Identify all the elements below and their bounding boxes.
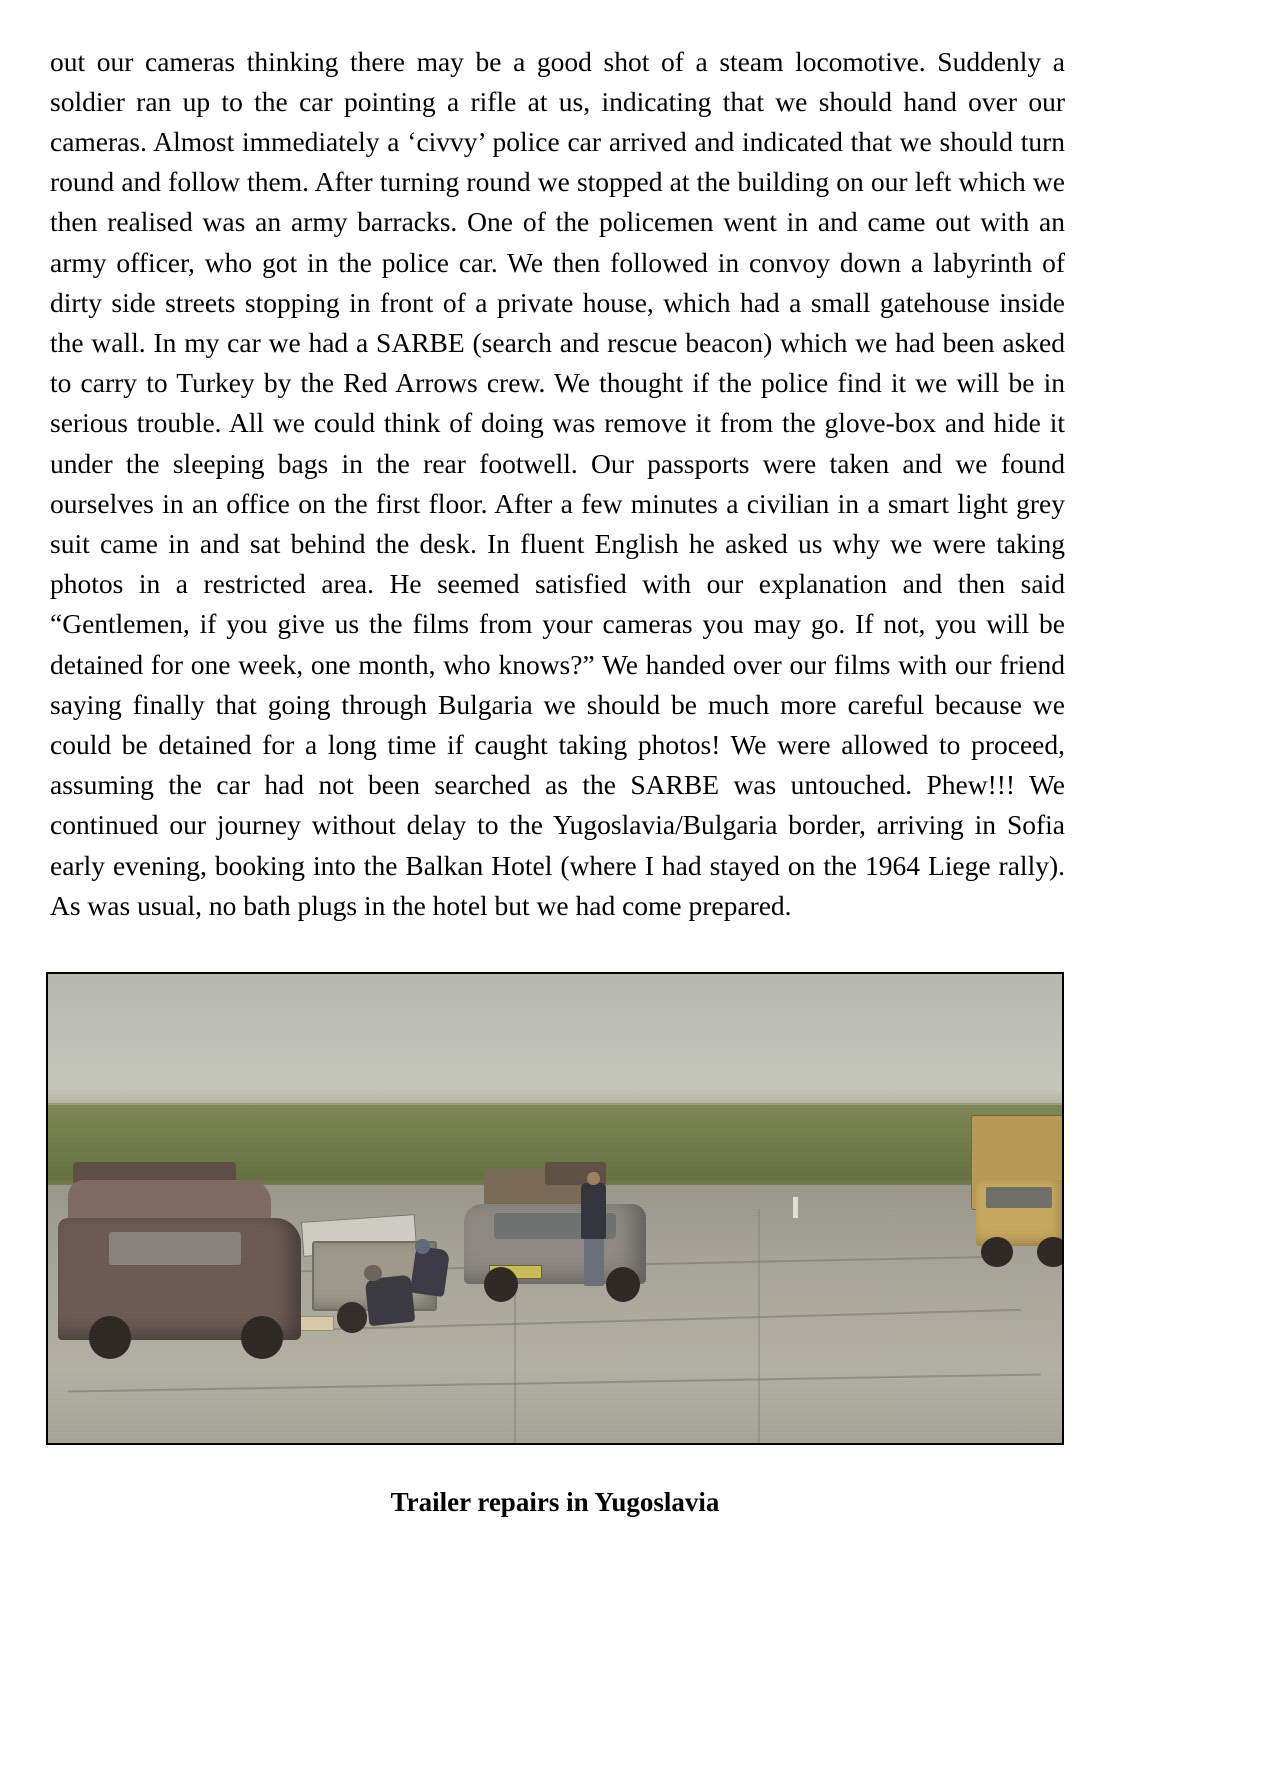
photo-estate-car-window: [109, 1232, 241, 1265]
photo-lorry-wheel: [1037, 1237, 1064, 1267]
photo-trailer-wheel: [337, 1302, 367, 1332]
photo-standing-man-legs: [584, 1234, 603, 1286]
photo-road-seam: [758, 1209, 760, 1444]
photo-estate-car-wheel: [89, 1316, 132, 1358]
photo-crouching-man-head: [364, 1265, 381, 1281]
photo-marker-post: [793, 1197, 798, 1218]
photo-crouching-man: [365, 1274, 415, 1325]
photo-standing-man-head: [587, 1172, 599, 1185]
figure-photograph: [46, 972, 1064, 1445]
photo-frame: [46, 972, 1064, 1445]
figure-caption: Trailer repairs in Yugoslavia: [390, 1487, 720, 1517]
photo-standing-man-body: [581, 1183, 605, 1239]
page-body-paragraph: out our cameras thinking there may be a good shot of a steam locomotive. Suddenly a soldier ran up to the car pointing a rifle at us, indicating that we should hand over our cameras. Almost immediately a ‘civvy’ police car arrived and indicated that we should turn round and follow them. After turning round we stopped at the building on our left which we then realised was an army barracks. One of the policemen went in and came out with an army officer, who got in the police car. We then followed in convoy down a labyrinth of dirty side streets stopping in front of a private house, which had a small gatehouse inside the wall. In my car we had a SARBE (search and rescue beacon) which we had been asked to carry to Turkey by the Red Arrows crew. We thought if the police find it we will be in serious trouble. All we could think of doing was remove it from the glove-box and hide it under the sleeping bags in the rear footwell. Our passports were taken and we found ourselves in an office on the first floor. After a few minutes a civilian in a smart light grey suit came in and sat behind the desk. In fluent English he asked us why we were taking photos in a restricted area. He seemed satisfied with our explanation and then said “Gentlemen, if you give us the films from your cameras you may go. If not, you will be detained for one week, one month, who knows?” We handed over our films with our friend saying finally that going through Bulgaria we should be much more careful because we could be detained for a long time if caught taking photos! We were allowed to proceed, assuming the car had not been searched as the SARBE was untouched. Phew!!! We continued our journey without delay to the Yugoslavia/Bulgaria border, arriving in Sofia early evening, booking into the Balkan Hotel (where I had stayed on the 1964 Liege rally). As was usual, no bath plugs in the hotel but we had come prepared.: [50, 45, 1065, 921]
photo-estate-car-wheel: [241, 1316, 284, 1358]
photo-lorry-windscreen: [986, 1187, 1052, 1208]
photo-crouching-man: [410, 1246, 451, 1297]
